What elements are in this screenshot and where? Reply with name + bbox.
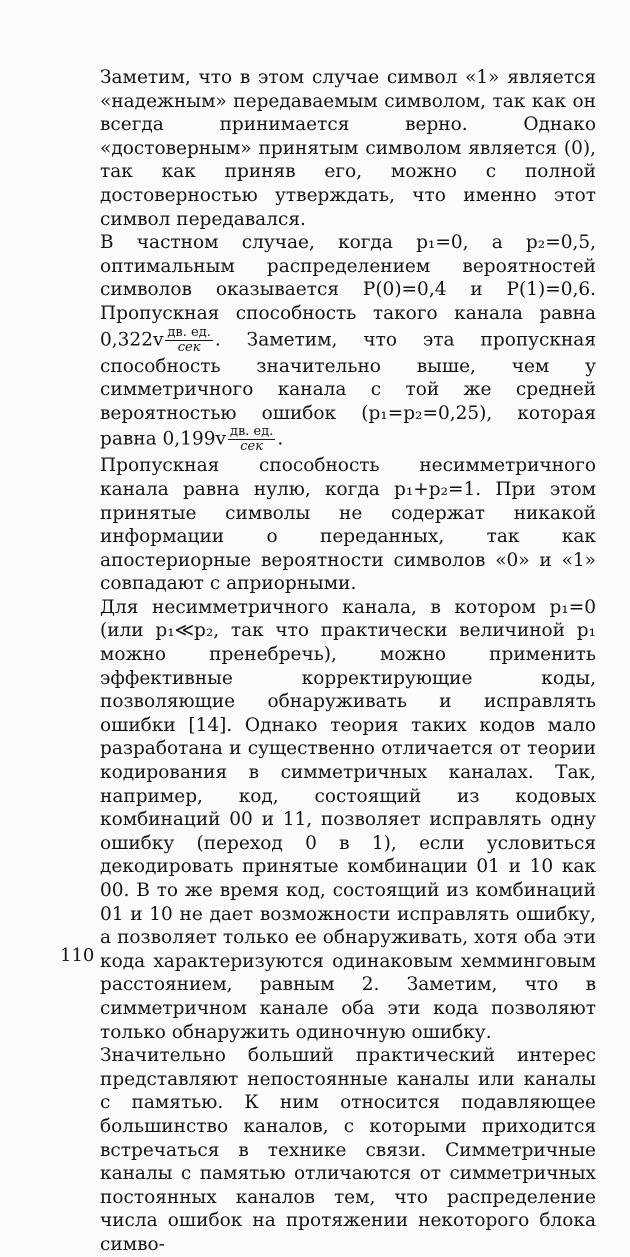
fraction-2-numerator: дв. ед. xyxy=(229,424,274,440)
paragraph-2 xyxy=(100,231,596,454)
paragraph-2-part-1: В частном случае, когда p₁=0, а p₂=0,5, оптимальным распределением вероятностей символов оказывается P(0)=0,4 и P(1)=0,6. Пропускная способность такого канала равна 0,322v xyxy=(100,232,596,351)
paragraph-1: Заметим, что в этом случае символ «1» является «надежным» передаваемым символом, так как он всегда принимается верно. Однако «достоверным» принятым символом является (0), так как приняв его, можно с полной достоверностью утверждать, что именно этот символ передавался. xyxy=(100,67,596,230)
fraction-1-denominator: сек xyxy=(177,339,201,355)
paragraph-5: Значительно больший практический интерес представляют непостоянные каналы или каналы с памятью. К ним относится подавляющее большинство каналов, с которыми приходится встречаться в технике связи. Симметричные каналы с памятью отличаются от симметричных постоянных каналов тем, что распределение числа ошибок на протяжении некоторого блока симво- xyxy=(100,1045,596,1255)
paragraph-3: Пропускная способность несимметричного канала равна нулю, когда p₁+p₂=1. При этом принятые символы не содержат никакой информации о переданных, так как апостериорные вероятности символов «0» и «1» совпадают с априорными. xyxy=(100,455,596,595)
fraction-2 xyxy=(228,425,275,454)
paragraph-2-part-3: . xyxy=(277,428,284,450)
page-number: 110 xyxy=(60,945,95,966)
body-text xyxy=(100,66,596,1257)
fraction-2-denominator: сек xyxy=(240,439,264,455)
paragraph-2-part-2: . Заметим, что эта пропускная способность значительно выше, чем у симметричного канала с той же средней вероятностью ошибок (p₁=p₂=0,25), которая равна 0,199v xyxy=(100,329,596,450)
fraction-1-numerator: дв. ед. xyxy=(167,324,211,340)
paragraph-4: Для несимметричного канала, в котором p₁=0 (или p₁≪p₂, так что практически величиной p₁ можно пренебречь), можно применить эффективные корректирующие коды, позволяющие обнаруживать и исправлять ошибки [14]. Однако теория таких кодов мало разработана и существенно отличается от теории кодирования в симметричных каналах. Так, например, код, состоящий из кодовых комбинаций 00 и 11, позволяет исправлять одну ошибку (переход 0 в 1), если условиться декодировать принятые комбинации 01 и 10 как 00. В то же время код, состоящий из комбинаций 01 и 10 не дает возможности исправлять ошибку, а позволяет только ее обнаруживать, хотя оба эти кода характеризуются одинаковым хемминговым расстоянием, равным 2. Заметим, что в симметричном канале оба эти кода позволяют только обнаружить одиночную ошибку. xyxy=(100,596,596,1043)
fraction-1 xyxy=(165,326,212,355)
